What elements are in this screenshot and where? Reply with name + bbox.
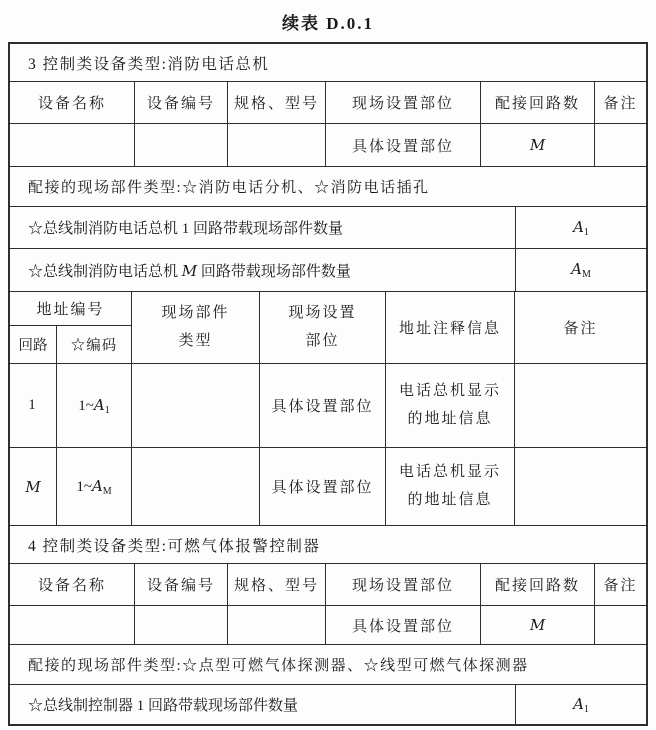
address-row-1-remark [515, 364, 646, 447]
address-number-header: 地址编号 [10, 292, 131, 326]
section3-load-row-m [10, 249, 646, 292]
header-loop-count: 配接回路数 [481, 82, 595, 123]
load-row-m-label: ☆总线制消防电话总机 M 回路带载现场部件数量 [10, 249, 516, 291]
section3-equipment-header-row [10, 82, 646, 124]
header-remark: 备注 [603, 578, 638, 594]
section3-parts-text: 配接的现场部件类型:☆消防电话分机、☆消防电话插孔 [28, 180, 430, 196]
address-row-m-location: 具体设置部位 [260, 448, 386, 525]
loop-subheader: 回路 [10, 326, 57, 363]
specific-location-label: 具体设置部位 [326, 124, 481, 166]
section4-load-row-1 [10, 685, 646, 724]
remark-value-cell [595, 606, 646, 644]
address-note-header: 地址注释信息 [386, 292, 515, 363]
equipment-name-value-cell [10, 124, 135, 166]
address-remark-header: 备注 [563, 321, 598, 337]
specific-location-label: 具体设置部位 [326, 606, 481, 644]
remark-value-cell [595, 124, 646, 166]
address-row-m-loop: M [10, 448, 57, 525]
code-subheader: ☆编码 [70, 338, 118, 354]
header-remark: 备注 [603, 96, 638, 112]
address-row-1 [10, 364, 646, 448]
section3-parts-row [10, 167, 646, 207]
address-row-1-location: 具体设置部位 [260, 364, 386, 447]
load-row-1-label: ☆总线制控制器 1 回路带载现场部件数量 [10, 685, 516, 724]
address-row-1-part-type [132, 364, 260, 447]
table-title: 续表 D.0.1 [281, 14, 375, 33]
section3-title-row [10, 44, 646, 82]
section4-parts-text: 配接的现场部件类型:☆点型可燃气体探测器、☆线型可燃气体探测器 [28, 658, 529, 674]
section4-parts-row [10, 645, 646, 685]
address-number-subheaders [10, 326, 131, 363]
section4-detail-row [10, 606, 646, 645]
header-equipment-name: 设备名称 [10, 82, 135, 123]
spec-model-value-cell [228, 606, 326, 644]
header-loop-count: 配接回路数 [481, 564, 595, 605]
address-row-1-loop: 1 [10, 364, 57, 447]
address-row-m-remark [515, 448, 646, 525]
section3-detail-row [10, 124, 646, 167]
address-row-m-note: 电话总机显示 的地址信息 [386, 448, 515, 525]
load-row-1-value: $A_1$ [573, 694, 589, 715]
section4-title-row [10, 526, 646, 564]
load-row-m-value: $A_M$ [571, 260, 591, 280]
load-row-1-value: $A_1$ [573, 217, 589, 238]
header-equipment-number: 设备编号 [135, 564, 228, 605]
address-row-m [10, 448, 646, 526]
address-row-m-code: $1\sim A_M$ [57, 448, 132, 525]
site-location-header: 现场设置 部位 [260, 292, 386, 363]
address-header-row [10, 292, 646, 364]
equipment-name-value-cell [10, 606, 135, 644]
load-row-1-label: ☆总线制消防电话总机 1 回路带载现场部件数量 [10, 207, 516, 248]
equipment-number-value-cell [135, 606, 228, 644]
section4-title: 4 控制类设备类型:可燃气体报警控制器 [28, 537, 321, 555]
header-spec-model: 规格、型号 [228, 564, 326, 605]
address-row-m-part-type [132, 448, 260, 525]
section3-load-row-1 [10, 207, 646, 249]
main-table [8, 42, 648, 726]
header-spec-model: 规格、型号 [228, 82, 326, 123]
address-row-1-note: 电话总机显示 的地址信息 [386, 364, 515, 447]
spec-model-value-cell [228, 124, 326, 166]
section3-title: 3 控制类设备类型:消防电话总机 [28, 55, 270, 73]
address-row-1-code: $1\sim A_1$ [57, 364, 132, 447]
header-site-location: 现场设置部位 [326, 82, 481, 123]
loop-count-value: M [481, 606, 595, 644]
address-number-group [10, 292, 132, 363]
equipment-number-value-cell [135, 124, 228, 166]
header-equipment-number: 设备编号 [135, 82, 228, 123]
header-site-location: 现场设置部位 [326, 564, 481, 605]
header-equipment-name: 设备名称 [10, 564, 135, 605]
part-type-header: 现场部件 类型 [132, 292, 260, 363]
loop-count-value: M [481, 124, 595, 166]
section4-equipment-header-row [10, 564, 646, 606]
